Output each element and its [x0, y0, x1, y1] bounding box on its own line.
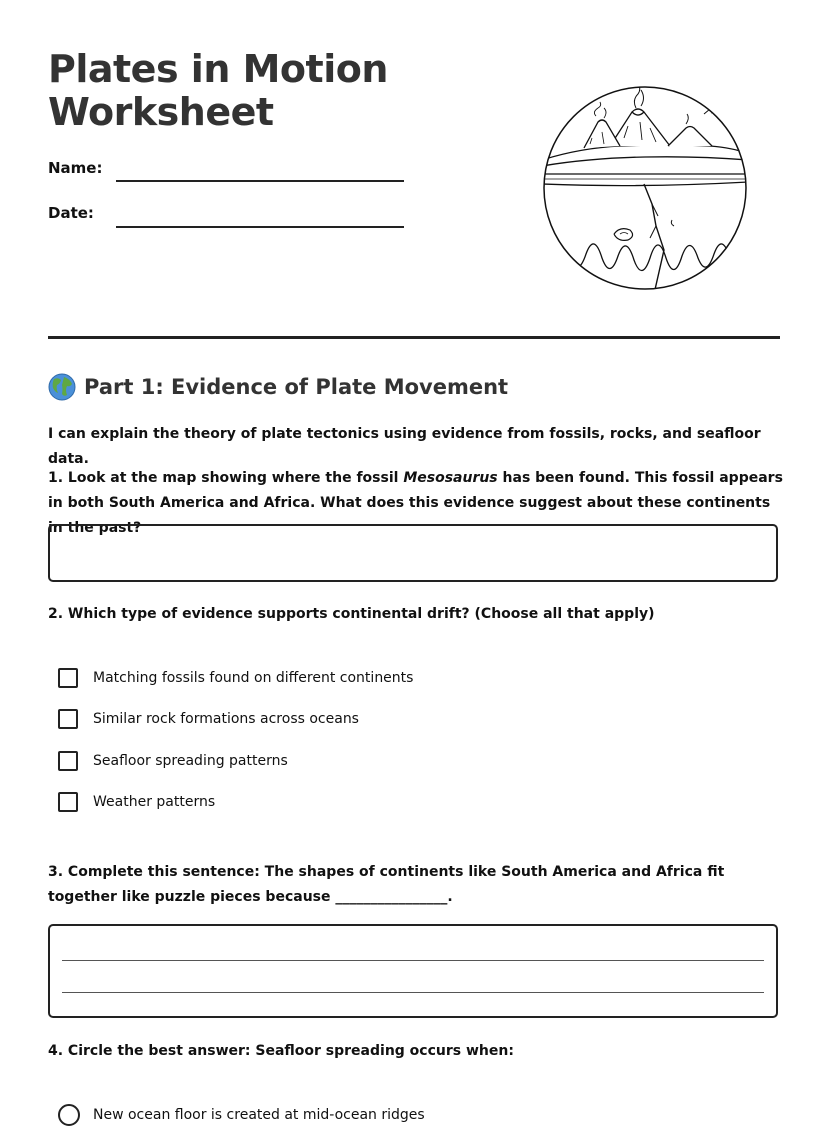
checkbox[interactable]	[58, 709, 78, 729]
part1-title-text: Part 1: Evidence of Plate Movement	[84, 375, 509, 399]
question-2: 2. Which type of evidence supports continental drift? (Choose all that apply)	[48, 606, 655, 622]
option-weather-patterns[interactable]	[58, 792, 215, 812]
volcano-plate-cross-section-illustration	[540, 82, 750, 294]
writing-line	[62, 960, 764, 961]
option-label: Weather patterns	[93, 794, 216, 810]
part1-title	[48, 373, 508, 401]
option-rock-formations[interactable]	[58, 709, 359, 729]
name-label: Name:	[48, 159, 103, 177]
option-label: New ocean floor is created at mid-ocean ridges	[93, 1107, 425, 1123]
name-field[interactable]	[116, 180, 404, 182]
question-1-text-a: 1. Look at the map showing where the fossil	[48, 470, 404, 486]
checkbox[interactable]	[58, 792, 78, 812]
page-title	[48, 48, 388, 134]
learning-objective: I can explain the theory of plate tectonics using evidence from fossils, rocks, and seafloor data.	[48, 426, 761, 467]
option-label: Matching fossils found on different continents	[93, 670, 414, 686]
section-divider	[48, 336, 780, 339]
checkbox[interactable]	[58, 751, 78, 771]
date-field[interactable]	[116, 226, 404, 228]
date-label: Date:	[48, 204, 94, 222]
title-line-2: Worksheet	[48, 90, 274, 134]
writing-line	[62, 992, 764, 993]
question-1-emphasis: Mesosaurus	[403, 470, 498, 486]
option-seafloor-spreading[interactable]	[58, 751, 288, 771]
checkbox[interactable]	[58, 668, 78, 688]
question-1-text-b: has been found. This fossil appears in both South America and Africa. What does this evidence suggest about these continents in the past?	[48, 470, 783, 536]
option-mid-ocean-ridges[interactable]	[58, 1104, 425, 1126]
option-label: Seafloor spreading patterns	[93, 753, 288, 769]
question-4: 4. Circle the best answer: Seafloor spreading occurs when:	[48, 1043, 514, 1059]
globe-icon	[48, 373, 76, 401]
title-line-1: Plates in Motion	[48, 47, 388, 91]
question-3: 3. Complete this sentence: The shapes of continents like South America and Africa fit together like puzzle pieces because ________________.	[48, 864, 725, 905]
radio-circle[interactable]	[58, 1104, 80, 1126]
question-3-answer-box[interactable]	[48, 924, 778, 1018]
option-matching-fossils[interactable]	[58, 668, 413, 688]
question-1-answer-box[interactable]	[48, 524, 778, 582]
option-label: Similar rock formations across oceans	[93, 711, 359, 727]
